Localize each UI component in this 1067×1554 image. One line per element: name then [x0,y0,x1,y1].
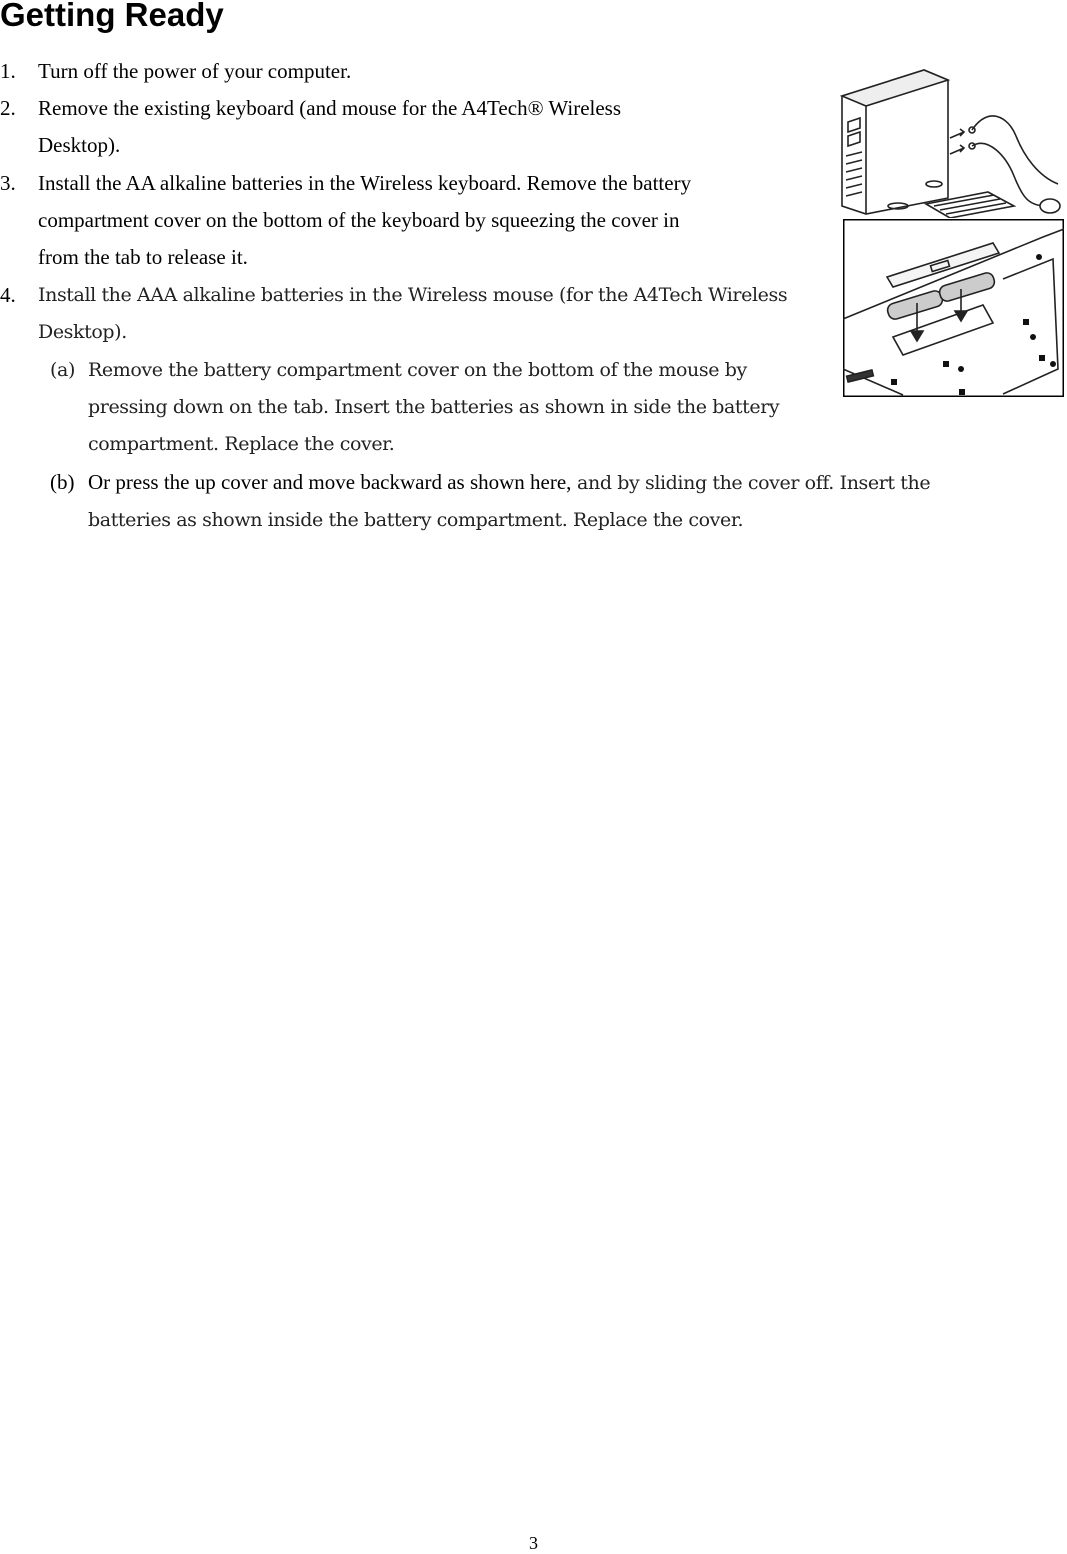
computer-setup-illustration [838,66,1066,218]
substep-text: Remove the battery compartment cover on the bottom of the mouse by pressing down on the tab. Insert the batteries as shown in side the battery compartment. Replace the cover. [88,359,780,455]
step-text: Install the AAA alkaline batteries in the Wireless mouse (for the A4Tech Wireless Desktop). [38,284,788,343]
step-text: Install the AA alkaline batteries in the Wireless keyboard. Remove the battery compartment cover on the bottom of the keyboard by squeezing the cover in from the tab to release it. [38,171,692,269]
substep-label: (a) [50,359,75,381]
step-number: 4. [0,283,16,307]
step-number: 2. [0,96,16,120]
page-title: Getting Ready [0,0,224,33]
battery-compartment-illustration [843,219,1064,397]
step-number: 3. [0,171,16,195]
step-number: 1. [0,59,16,83]
step-text: Remove the existing keyboard (and mouse for the A4Tech® Wireless Desktop). [38,96,622,157]
substep-text: Or press the up cover and move backward as shown here, and by sliding the cover off. Insert the batteries as shown inside the battery compartment. Replace the cover. [88,470,931,531]
substep-label: (b) [50,470,75,494]
step-text: Turn off the power of your computer. [38,59,352,83]
page-number: 3 [529,1533,538,1553]
